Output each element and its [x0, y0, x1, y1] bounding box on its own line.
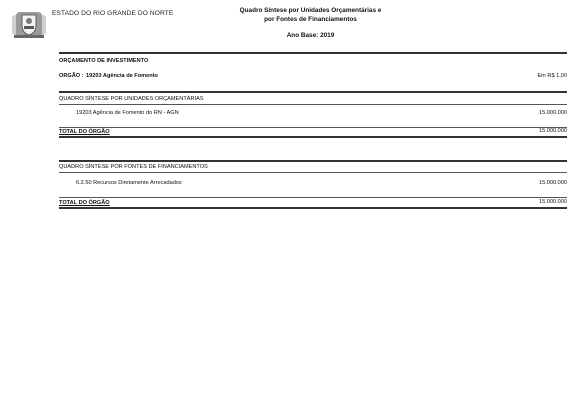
state-name: ESTADO DO RIO GRANDE DO NORTE [52, 10, 174, 17]
unit-item-value: 15.000.000 [539, 110, 567, 116]
divider [59, 160, 567, 162]
units-total-value: 15.000.000 [539, 128, 567, 134]
divider [59, 127, 567, 128]
currency-unit: Em R$ 1,00 [537, 73, 567, 79]
divider [59, 104, 567, 105]
divider [59, 52, 567, 54]
sources-total-label: TOTAL DO ÓRGÃO [59, 200, 110, 206]
report-title-line1: Quadro Síntese por Unidades Orçamentárias e [239, 7, 382, 14]
source-item-label: 6.2.50 Recursos Diretamente Arrecadados [76, 180, 182, 186]
base-year: Ano Base: 2019 [286, 32, 335, 39]
sources-heading: QUADRO SÍNTESE POR FONTES DE FINANCIAMENTOS [59, 164, 208, 170]
sources-total-value: 15.000.000 [539, 199, 567, 205]
orgao-label: ORGÃO : [59, 73, 84, 79]
divider [59, 207, 567, 209]
orgao-value: 19203 Agência de Fomento [86, 73, 158, 79]
divider [59, 136, 567, 138]
unit-item-label: 19203 Agência de Fomento do RN - AGN [76, 110, 179, 116]
section-title: ORÇAMENTO DE INVESTIMENTO [59, 58, 149, 64]
divider [59, 91, 567, 93]
source-item-value: 15.000.000 [539, 180, 567, 186]
divider [59, 197, 567, 198]
units-total-label: TOTAL DO ÓRGÃO [59, 129, 110, 135]
report-title-line2: por Fontes de Financiamentos [264, 16, 357, 23]
divider [59, 172, 567, 173]
units-heading: QUADRO SÍNTESE POR UNIDADES ORÇAMENTÁRIAS [59, 96, 204, 102]
